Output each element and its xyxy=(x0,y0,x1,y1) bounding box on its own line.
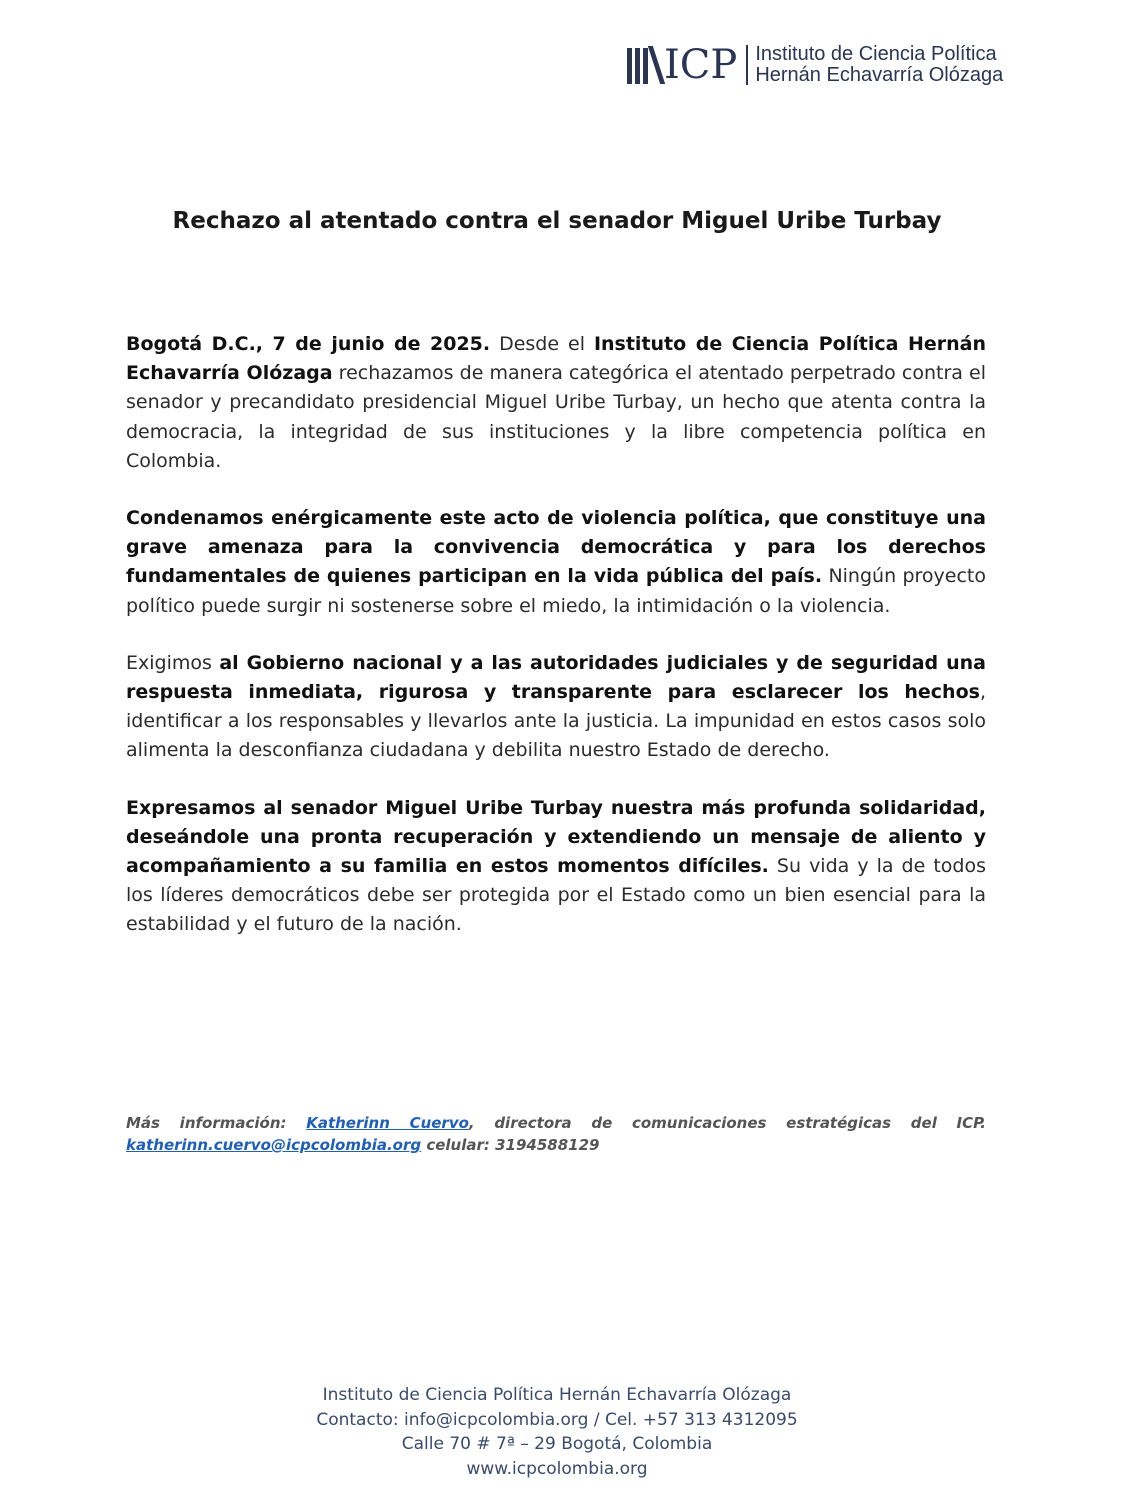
p1-bold-1: Bogotá D.C., 7 de junio de 2025. xyxy=(126,333,491,355)
p3-text-2: , identificar a los responsables y llevarlos ante la justicia. La impunidad en estos casos solo alimenta la desconfianza ciudadana y debilita nuestro Estado de derecho. xyxy=(126,681,986,762)
contact-name-link[interactable]: Katherinn Cuervo xyxy=(306,1114,469,1132)
paragraph-2 xyxy=(126,504,986,621)
logo-line-2: Hernán Echavarría Olózaga xyxy=(755,64,1004,86)
footer-line-1: Instituto de Ciencia Política Hernán Echavarría Olózaga xyxy=(322,1385,792,1405)
p1-bold-2: Instituto de Ciencia Política Hernán Echavarría Olózaga xyxy=(126,333,986,385)
contact-phone: celular: 3194588129 xyxy=(421,1136,600,1154)
logo-line-1: Instituto de Ciencia Política xyxy=(755,43,997,65)
p4-text-1: Su vida y la de todos los líderes democráticos debe ser protegida por el Estado como un bien esencial para la estabilidad y el futuro de la nación. xyxy=(126,855,987,936)
p1-text-1: Desde el xyxy=(490,333,594,355)
logo-divider xyxy=(746,45,748,85)
paragraph-1 xyxy=(126,330,986,476)
p1-text-2: rechazamos de manera categórica el atentado perpetrado contra el senador y precandidato presidencial Miguel Uribe Turbay, un hecho que atenta contra la democracia, la integridad de sus instituciones y la libre competencia política en Colombia. xyxy=(126,362,986,472)
logo-text xyxy=(755,44,1003,86)
p2-text-1: Ningún proyecto político puede surgir ni sostenerse sobre el miedo, la intimidación o la violencia. xyxy=(126,565,987,617)
logo-initials: ICP xyxy=(664,42,738,88)
p4-bold-1: Expresamos al senador Miguel Uribe Turbay nuestra más profunda solidaridad, deseándole una pronta recuperación y extendiendo un mensaje de aliento y acompañamiento a su familia en estos momentos difíciles. xyxy=(126,796,986,878)
footer-line-2: Contacto: info@icpcolombia.org / Cel. +57 313 4312095 xyxy=(316,1409,798,1430)
p2-bold-1: Condenamos enérgicamente este acto de violencia política, que constituye una grave amenaza para la convivencia democrática y para los derechos fundamentales de quienes participan en la vida pública del país. xyxy=(126,507,986,588)
icp-logo xyxy=(627,42,1003,88)
contact-email-link[interactable]: katherinn.cuervo@icpcolombia.org xyxy=(126,1136,422,1154)
contact-role: , directora de comunicaciones estratégicas del ICP. xyxy=(468,1114,986,1132)
more-info xyxy=(126,1112,986,1156)
p3-bold-1: al Gobierno nacional y a las autoridades judiciales y de seguridad una respuesta inmediata, rigurosa y transparente para esclarecer los hechos xyxy=(126,651,986,704)
p3-text-1: Exigimos xyxy=(126,651,220,674)
footer-line-4: www.icpcolombia.org xyxy=(466,1458,648,1479)
footer-line-3: Calle 70 # 7ª – 29 Bogotá, Colombia xyxy=(401,1434,713,1454)
logo-bars-icon xyxy=(627,46,664,84)
paragraph-3 xyxy=(126,649,986,766)
more-info-label: Más información: xyxy=(126,1114,307,1132)
paragraph-4 xyxy=(126,794,986,940)
document-body xyxy=(126,330,986,968)
page-footer xyxy=(0,1383,1114,1481)
document-title: Rechazo al atentado contra el senador Miguel Uribe Turbay xyxy=(172,208,942,234)
